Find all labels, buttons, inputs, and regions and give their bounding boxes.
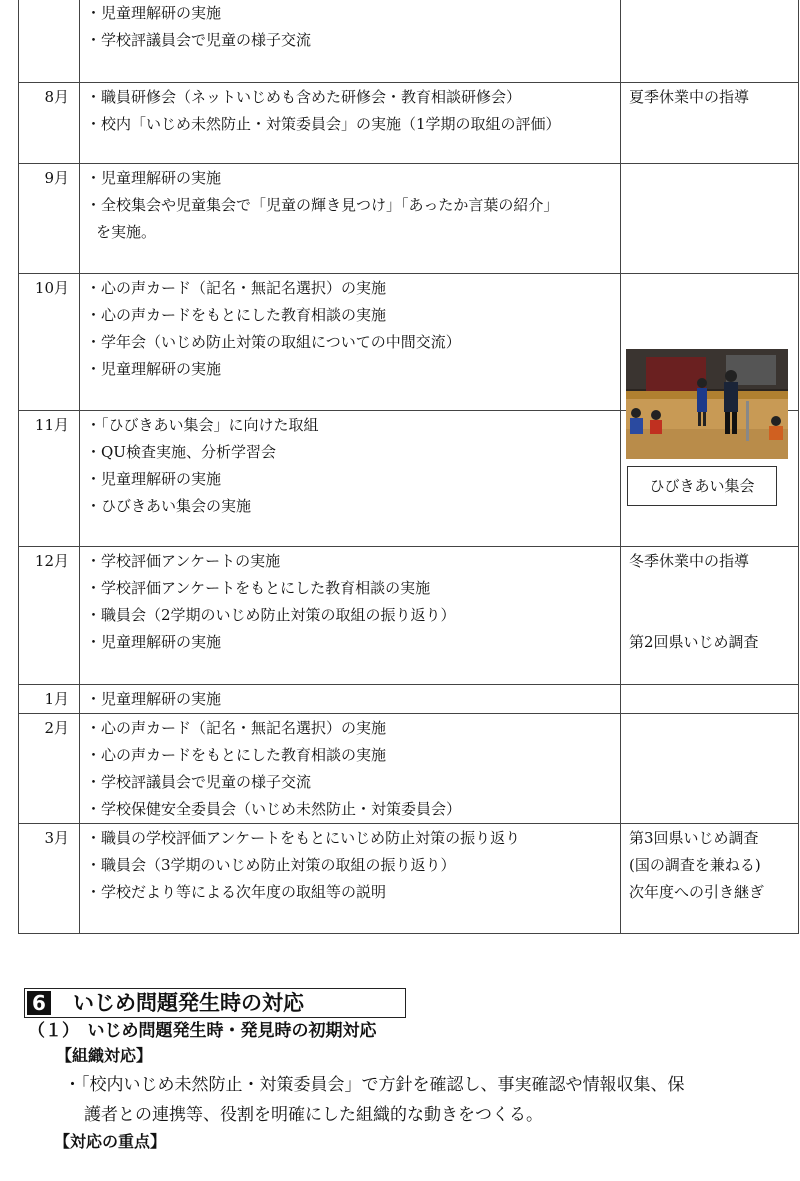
activity-item: ・児童理解研の実施	[86, 360, 222, 378]
activity-item: ・全校集会や児童集会で「児童の輝き見つけ」「あったか言葉の紹介」	[86, 196, 559, 214]
month-cell: 8月	[19, 83, 80, 164]
activity-item: ・学校評価アンケートをもとにした教育相談の実施	[86, 579, 431, 597]
note-item: 第2回県いじめ調査	[629, 633, 759, 651]
schedule-row	[19, 83, 799, 164]
activity-item: を実施。	[96, 223, 157, 241]
activity-item: ・職員の学校評価アンケートをもとにいじめ防止対策の振り返り	[86, 829, 521, 847]
month-cell: 2月	[19, 714, 80, 824]
schedule-row	[19, 824, 799, 934]
activity-item: ・校内「いじめ未然防止・対策委員会」の実施（1学期の取組の評価）	[86, 115, 561, 133]
notes-cell	[621, 0, 799, 83]
activity-item: ・児童理解研の実施	[86, 633, 222, 651]
activity-item: ・学校評価アンケートの実施	[86, 552, 281, 570]
activities-cell	[80, 274, 621, 411]
note-item: 夏季休業中の指導	[629, 88, 750, 106]
annual-schedule-table	[18, 0, 799, 934]
activity-item: ・児童理解研の実施	[86, 690, 222, 708]
note-item: 次年度への引き継ぎ	[629, 883, 765, 901]
assembly-photo	[626, 349, 788, 459]
notes-cell	[621, 824, 799, 934]
activities-cell	[80, 714, 621, 824]
activities-cell	[80, 824, 621, 934]
month-cell: 9月	[19, 164, 80, 274]
activities-cell	[80, 411, 621, 547]
activities-cell	[80, 685, 621, 714]
activity-item: ・ひびきあい集会の実施	[86, 497, 252, 515]
activity-item: ・職員研修会（ネットいじめも含めた研修会・教育相談研修会）	[86, 88, 522, 106]
section-title: いじめ問題発生時の対応	[73, 991, 304, 1015]
schedule-row	[19, 547, 799, 685]
month-cell	[19, 0, 80, 83]
notes-cell	[621, 685, 799, 714]
activities-cell	[80, 0, 621, 83]
activity-item: ・学校保健安全委員会（いじめ未然防止・対策委員会）	[86, 800, 462, 818]
focus-heading: 【対応の重点】	[54, 1132, 167, 1151]
activity-item: ・学校評議員会で児童の様子交流	[86, 773, 312, 791]
month-cell: 3月	[19, 824, 80, 934]
org-body	[64, 1070, 799, 1130]
section-6-heading	[24, 988, 406, 1018]
schedule-row	[19, 274, 799, 411]
notes-cell	[621, 274, 799, 495]
note-item: (国の調査を兼ねる)	[629, 856, 761, 874]
schedule-row	[19, 164, 799, 274]
activity-item: ・心の声カード（記名・無記名選択）の実施	[86, 719, 387, 737]
activities-cell	[80, 83, 621, 164]
activity-item: ・心の声カードをもとにした教育相談の実施	[86, 746, 387, 764]
activity-item: ・学校評議員会で児童の様子交流	[86, 31, 312, 49]
activity-item: ・児童理解研の実施	[86, 4, 222, 22]
activity-item: ・職員会（2学期のいじめ防止対策の取組の振り返り）	[86, 606, 456, 624]
month-cell: 12月	[19, 547, 80, 685]
activity-item: ・学校だより等による次年度の取組等の説明	[86, 883, 387, 901]
month-cell: 1月	[19, 685, 80, 714]
notes-cell	[621, 547, 799, 685]
note-item	[629, 602, 798, 629]
org-body-line-2: 護者との連携等、役割を明確にした組織的な動きをつくる。	[84, 1105, 543, 1125]
note-item	[629, 575, 798, 602]
org-heading: 【組織対応】	[56, 1046, 153, 1065]
activity-item: ・QU検査実施、分析学習会	[86, 443, 276, 461]
note-item: 第3回県いじめ調査	[629, 829, 759, 847]
org-body-line-1: ・「校内いじめ未然防止・対策委員会」で方針を確認し、事実確認や情報収集、保	[64, 1075, 685, 1095]
activity-item: ・児童理解研の実施	[86, 169, 222, 187]
activity-item: ・児童理解研の実施	[86, 470, 222, 488]
notes-cell	[621, 714, 799, 824]
notes-cell	[621, 83, 799, 164]
activities-cell	[80, 547, 621, 685]
schedule-row	[19, 714, 799, 824]
section-number-badge: 6	[27, 991, 51, 1015]
photo-caption: ひびきあい集会	[627, 466, 777, 506]
activity-item: ・心の声カード（記名・無記名選択）の実施	[86, 279, 387, 297]
activity-item: ・職員会（3学期のいじめ防止対策の取組の振り返り）	[86, 856, 456, 874]
month-cell: 11月	[19, 411, 80, 547]
activity-item: ・心の声カードをもとにした教育相談の実施	[86, 306, 387, 324]
activities-cell	[80, 164, 621, 274]
note-item: 冬季休業中の指導	[629, 552, 750, 570]
notes-cell	[621, 164, 799, 274]
schedule-row	[19, 685, 799, 714]
sub-heading: （１） いじめ問題発生時・発見時の初期対応	[28, 1021, 377, 1041]
activity-item: ・「ひびきあい集会」に向けた取組	[86, 416, 319, 434]
month-cell: 10月	[19, 274, 80, 411]
schedule-row	[19, 0, 799, 83]
activity-item: ・学年会（いじめ防止対策の取組についての中間交流）	[86, 333, 461, 351]
